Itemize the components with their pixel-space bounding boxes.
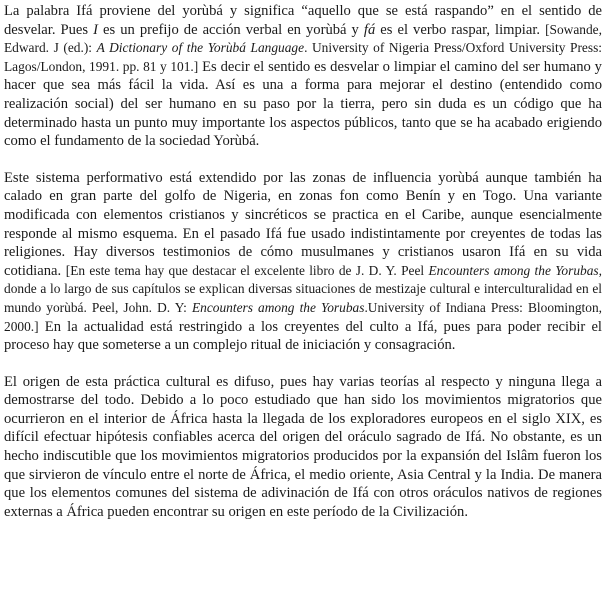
text-segment: El origen de esta práctica cultural es difuso, pues hay varias teorías al respecto y ninguna llega a demostrarse del todo. Debido a lo poco estudiado que han sido los movimientos migratorios que ocurrieron en el interior de África hasta la llegada de los exploradores europeos en el siglo XIX, es difícil efectuar hipótesis confiables acerca del origen del oráculo sagrado de Ifá. No obstante, es un hecho indiscutible que los movimientos migratorios producidos por la expansión del Islâm fueron los que sirvieron de vínculo entre el norte de África, el medio oriente, Asia Central y la India. De manera que los elementos comunes del sistema de adivinación de Ifá con otros oráculos nativos de regiones externas a África pueden encontrar su origen en este período de la Civilización. [4,373,602,520]
citation-segment: [En este tema hay que destacar el excelente libro de J. D. Y. Peel [65,262,429,278]
citation-title: Encounters among the Yorubas [191,299,365,315]
text-segment: es un prefijo de acción verbal en yorùbá y [97,21,364,38]
text-segment: Este sistema performativo está extendido por las zonas de influencia yorùbá aunque también ha calado en gran parte del golfo de Nigeria, en zonas fon como Benín y en Togo. Una variante modificada con elementos cristianos y sincréticos se practica en el Caribe, aunque esencialmente responde al mismo esquema. En el pasado Ifá fue usado indistintamente por creyentes de todas las religiones. Hay diversos testimonios de cómo musulmanes y cristianos usaron Ifá en su vida cotidiana. [4,169,602,279]
paragraph-origin [4,373,602,522]
citation-segment: .University of Indiana Press: Bloomington, 2000.] [4,299,602,334]
text-segment-italic: I [93,21,98,38]
paragraph-performative-system [4,169,602,355]
text-segment: La palabra Ifá proviene del yorùbá y significa “aquello que se está raspando” en el sentido de desvelar. Pues [4,3,602,38]
text-segment: Es decir el sentido es desvelar o limpiar el camino del ser humano y hacer que sea más fácil la vida. Así es una a forma para mejorar el destino (entendido como realización social) del ser humano en su paso por la tierra, pero sin duda es un código que ha determinado hasta un punto muy importante los aspectos públicos, tanto que se ha acabado erigiendo como el fundamento de la sociedad Yorùbá. [4,58,602,150]
citation-title: A Dictionary of the Yorùbá Language [96,40,305,56]
text-segment: es el verbo raspar, limpiar. [375,21,546,38]
citation-segment: , donde a lo largo de sus capítulos se explican diversas situaciones de mestizaje cultural e interculturalidad en el mundo yorùbá. Peel, John. D. Y: [4,262,602,315]
citation-segment: . University of Nigeria Press/Oxford University Press: Lagos/London, 1991. pp. 81 y 101.] [4,40,602,74]
citation-segment: [Sowande, Edward. J (ed.): [4,21,602,56]
citation-title: Encounters among the Yorubas [428,262,599,278]
paragraph-ifa-etymology [4,2,602,151]
text-segment: En la actualidad está restringido a los creyentes del culto a Ifá, pues para poder recibir el proceso hay que someterse a un complejo ritual de iniciación y consagración. [4,318,602,354]
text-segment-italic: fá [363,21,376,38]
document-page [4,2,602,521]
